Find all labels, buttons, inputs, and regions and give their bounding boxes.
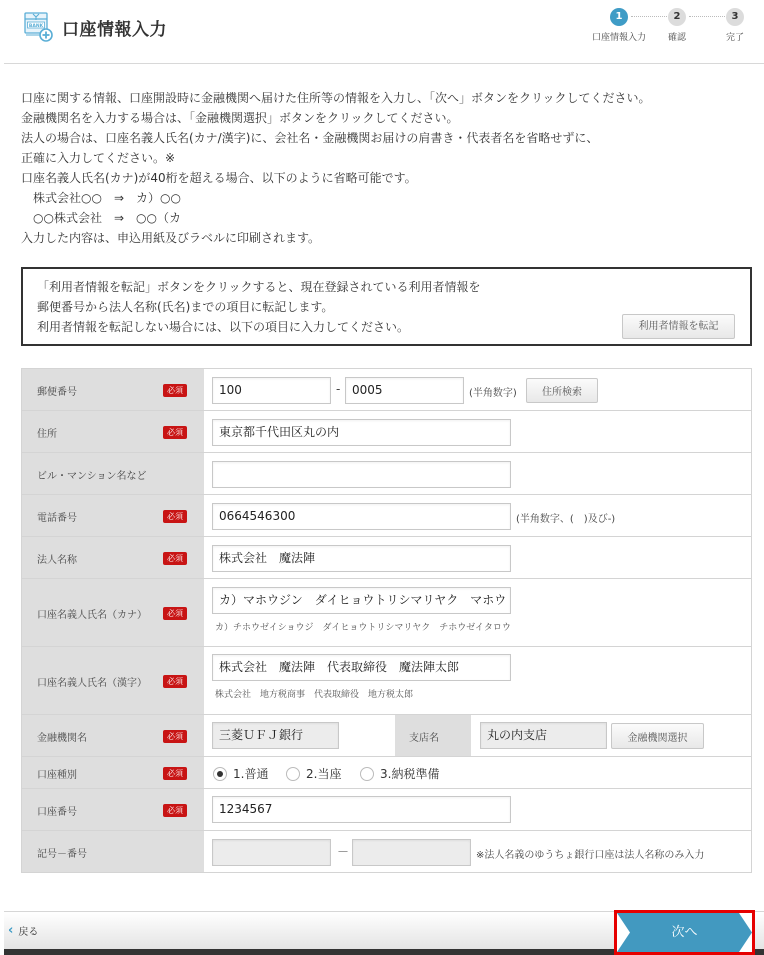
phone-input[interactable]: 0664546300: [212, 503, 511, 530]
row-holder-kanji: [22, 647, 751, 715]
instruction-line: 金融機関名を入力する場合は、「金融機関選択」ボタンをクリックしてください。: [21, 111, 459, 125]
step-number: 3: [726, 8, 744, 26]
address-input[interactable]: 東京都千代田区丸の内: [212, 419, 511, 446]
branch-label-cell: [395, 715, 471, 756]
required-badge: 必須: [163, 675, 187, 688]
step-1: [589, 8, 649, 43]
chevron-left-icon: ‹: [8, 923, 14, 938]
postal-separator: -: [336, 382, 341, 396]
step-label: 口座情報入力: [591, 33, 646, 43]
field-label: 法人名称: [37, 555, 77, 566]
instruction-line: 口座に関する情報、口座開設時に金融機関へ届けた住所等の情報を入力し、「次へ」ボタンをクリックしてください。: [21, 91, 651, 105]
row-symbol-number: [22, 831, 751, 873]
postal-code-1-input[interactable]: 100: [212, 377, 331, 404]
transcribe-user-info-box: [21, 267, 752, 346]
required-badge: 必須: [163, 804, 187, 817]
next-button-highlight: [614, 910, 755, 955]
field-label: 口座名義人氏名（漢字）: [37, 678, 147, 689]
row-phone: [22, 495, 751, 537]
step-number: 2: [668, 8, 686, 26]
instruction-line: 入力した内容は、申込用紙及びラベルに印刷されます。: [21, 231, 321, 245]
yucho-note: ※法人名義のゆうちょ銀行口座は法人名称のみ入力: [476, 850, 705, 861]
account-number-input[interactable]: 1234567: [212, 796, 511, 823]
radio-label: 2.当座: [306, 767, 342, 781]
page-title: 口座情報入力: [62, 20, 167, 40]
symbol-separator: －: [337, 845, 350, 859]
select-bank-button[interactable]: 金融機関選択: [611, 723, 704, 749]
holder-kanji-input[interactable]: 株式会社 魔法陣 代表取締役 魔法陣太郎: [212, 654, 511, 681]
transcribe-text: 郵便番号から法人名称(氏名)までの項目に転記します。: [37, 300, 334, 314]
required-badge: 必須: [163, 552, 187, 565]
bank-name-input[interactable]: 三菱ＵＦＪ銀行: [212, 722, 339, 749]
required-badge: 必須: [163, 384, 187, 397]
field-label: ビル・マンション名など: [37, 471, 147, 482]
instruction-line: 法人の場合は、口座名義人氏名(カナ/漢字)に、会社名・金融機関お届けの肩書き・代表者名を省略せずに、: [21, 131, 599, 145]
step-2: [647, 8, 707, 43]
symbol-input[interactable]: [212, 839, 331, 866]
required-badge: 必須: [163, 426, 187, 439]
back-link[interactable]: [8, 923, 38, 938]
page-header: [0, 0, 764, 62]
radio-checked-icon: [213, 767, 227, 781]
instruction-line: 正確に入力してください。※: [21, 151, 176, 165]
radio-unchecked-icon: [360, 767, 374, 781]
required-badge: 必須: [163, 730, 187, 743]
field-label: 口座番号: [37, 807, 77, 818]
field-label: 記号－番号: [37, 849, 87, 860]
bank-add-icon: [23, 10, 53, 42]
row-postal-code: [22, 369, 751, 411]
corporate-name-input[interactable]: 株式会社 魔法陣: [212, 545, 511, 572]
back-label: 戻る: [18, 927, 39, 938]
holder-kana-example: カ）チホウゼイショウジ ダイヒョウトリシマリヤク チホウゼイタロウ: [215, 623, 511, 633]
postal-note: (半角数字): [469, 388, 517, 399]
row-account-number: [22, 789, 751, 831]
step-3: [705, 8, 764, 43]
instruction-example: 株式会社○○ ⇒ カ）○○: [33, 191, 181, 205]
field-label: 電話番号: [37, 513, 77, 524]
next-label: 次へ: [671, 925, 698, 940]
number-input[interactable]: [352, 839, 471, 866]
field-label: 口座名義人氏名（カナ）: [37, 610, 147, 621]
progress-steps: [592, 8, 762, 44]
row-bank: [22, 715, 751, 757]
row-account-type: [22, 757, 751, 789]
transcribe-text: 利用者情報を転記しない場合には、以下の項目に入力してください。: [37, 320, 410, 334]
account-type-ordinary-radio[interactable]: [213, 765, 268, 782]
required-badge: 必須: [163, 767, 187, 780]
radio-unchecked-icon: [286, 767, 300, 781]
transcribe-text: 「利用者情報を転記」ボタンをクリックすると、現在登録されている利用者情報を: [37, 280, 481, 294]
account-form: [21, 368, 752, 873]
phone-note: (半角数字、( )及び-): [516, 514, 616, 525]
instructions: [21, 88, 741, 248]
holder-kana-input[interactable]: カ）マホウジン ダイヒョウトリシマリヤク マホウ: [212, 587, 511, 614]
required-badge: 必須: [163, 607, 187, 620]
branch-name-input[interactable]: 丸の内支店: [480, 722, 607, 749]
row-holder-kana: [22, 579, 751, 647]
account-type-tax-radio[interactable]: [360, 765, 439, 782]
radio-label: 1.普通: [233, 767, 269, 781]
transcribe-user-info-button[interactable]: 利用者情報を転記: [622, 314, 735, 339]
svg-text:BANK: BANK: [28, 24, 44, 29]
step-label: 確認: [667, 33, 686, 43]
instruction-line: 口座名義人氏名(カナ)が40桁を超える場合、以下のように省略可能です。: [21, 171, 417, 185]
next-button[interactable]: [617, 913, 752, 952]
field-label: 支店名: [409, 733, 439, 744]
field-label: 金融機関名: [37, 733, 87, 744]
postal-code-2-input[interactable]: 0005: [345, 377, 464, 404]
row-address: [22, 411, 751, 453]
holder-kanji-example: 株式会社 地方税商事 代表取締役 地方税太郎: [215, 690, 414, 700]
field-label: 住所: [37, 429, 57, 440]
step-number: 1: [610, 8, 628, 26]
radio-label: 3.納税準備: [380, 767, 440, 781]
instruction-example: ○○株式会社 ⇒ ○○（カ: [33, 211, 181, 225]
field-label: 郵便番号: [37, 387, 77, 398]
building-input[interactable]: [212, 461, 511, 488]
address-search-button[interactable]: 住所検索: [526, 378, 598, 403]
field-label: 口座種別: [37, 770, 77, 781]
step-label: 完了: [725, 33, 744, 43]
row-corporate-name: [22, 537, 751, 579]
header-divider: [4, 63, 764, 64]
row-building: [22, 453, 751, 495]
account-type-current-radio[interactable]: [286, 765, 341, 782]
required-badge: 必須: [163, 510, 187, 523]
